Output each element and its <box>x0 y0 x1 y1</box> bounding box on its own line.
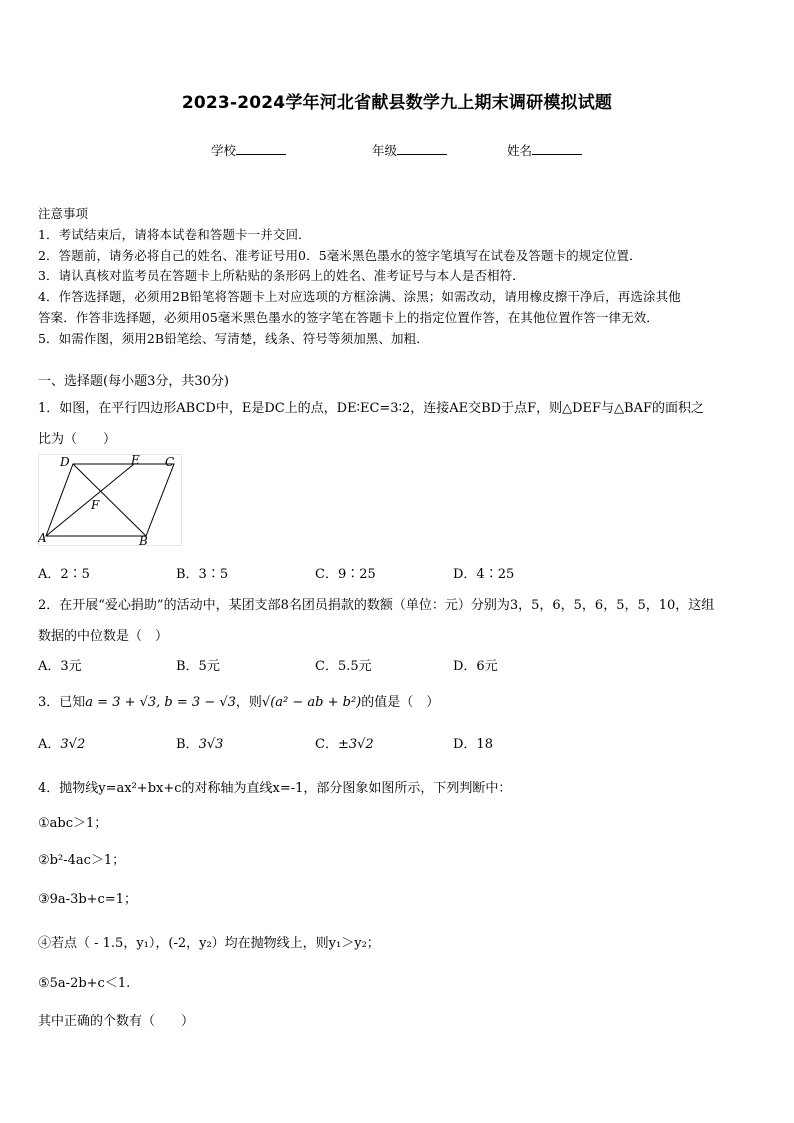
q4-statement-4: ④若点（ - 1.5，y₁），(-2，y₂）均在抛物线上，则y₁＞y₂； <box>38 936 380 951</box>
q1-text-line1: 1．如图，在平行四边形ABCD中，E是DC上的点，DE∶EC=3∶2，连接AE交BD于点F，则△DEF与△BAF的面积之 <box>38 401 704 416</box>
q4-statement-5: ⑤5a-2b+c＜1. <box>38 976 131 991</box>
school-label: 学校 <box>211 143 237 158</box>
name-label: 姓名 <box>507 143 533 158</box>
note-item: 3．请认真核对监考员在答题卡上所粘贴的条形码上的姓名、准考证号与本人是否相符． <box>38 268 525 283</box>
q3-middle: ，则 <box>235 695 262 710</box>
q2-text-line2: 数据的中位数是（ ） <box>38 629 169 644</box>
grade-field <box>372 141 447 159</box>
grade-label: 年级 <box>372 143 398 158</box>
q1-option-b[interactable]: B．3∶5 <box>176 567 229 582</box>
label-d: D <box>60 455 70 469</box>
q2-option-a[interactable]: A．3元 <box>38 659 82 674</box>
q3-option-d[interactable]: D．18 <box>453 737 493 752</box>
q2-text-line1: 2．在开展“爱心捐助”的活动中，某团支部8名团员捐款的数额（单位：元）分别为3，5，6，5，6，5，5，10，这组 <box>38 598 715 613</box>
note-item: 2．答题前，请务必将自己的姓名、准考证号用0．5毫米黑色墨水的签字笔填写在试卷及答题卡的规定位置． <box>38 248 642 263</box>
q3-option-c[interactable] <box>315 733 374 752</box>
note-item: 5．如需作图，须用2B铅笔绘、写清楚，线条、符号等须加黑、加粗． <box>38 331 429 346</box>
segment-bd <box>73 464 146 536</box>
q3-option-b-label: B． <box>176 737 199 752</box>
label-c: C <box>165 455 175 469</box>
q4-statement-2: ②b²-4ac＞1； <box>38 853 126 868</box>
q3-option-b[interactable] <box>176 733 223 752</box>
q3-text <box>38 691 439 710</box>
student-info-fields <box>0 141 794 161</box>
parallelogram-figure <box>38 454 183 546</box>
q3-suffix: 的值是（ ） <box>361 695 440 710</box>
label-f: F <box>91 498 100 512</box>
q3-option-a-label: A． <box>38 737 61 752</box>
label-e: E <box>131 454 140 467</box>
q3-option-b-value: 3√3 <box>198 737 224 752</box>
note-item: 答案．作答非选择题，必须用05毫米黑色墨水的签字笔在答题卡上的指定位置作答，在其他位置作答一律无效． <box>38 310 659 325</box>
q2-option-d[interactable]: D．6元 <box>453 659 498 674</box>
name-field <box>507 141 582 159</box>
q3-option-c-label: C． <box>315 737 338 752</box>
note-item: 1．考试结束后，请将本试卷和答题卡一并交回． <box>38 227 311 242</box>
section-heading: 一、选择题(每小题3分，共30分) <box>38 374 229 389</box>
name-blank[interactable] <box>532 142 582 155</box>
school-blank[interactable] <box>236 142 286 155</box>
q4-question: 其中正确的个数有（ ） <box>38 1014 195 1029</box>
label-b: B <box>139 534 148 546</box>
q4-statement-1: ①abc＞1； <box>38 816 108 831</box>
q3-prefix: 3．已知 <box>38 695 86 710</box>
page-title: 2023-2024学年河北省献县数学九上期末调研模拟试题 <box>181 93 613 113</box>
q1-option-d[interactable]: D．4∶25 <box>453 567 515 582</box>
q2-option-c[interactable]: C．5.5元 <box>315 659 372 674</box>
label-a: A <box>38 531 47 545</box>
q1-option-c[interactable]: C．9∶25 <box>315 567 376 582</box>
notes-heading: 注意事项 <box>38 206 89 221</box>
q1-option-a[interactable]: A．2∶5 <box>38 567 90 582</box>
school-field <box>211 141 286 159</box>
q3-given: a = 3 + √3, b = 3 − √3 <box>85 695 236 710</box>
q4-text-line1: 4．抛物线y=ax²+bx+c的对称轴为直线x=-1，部分图象如图所示，下列判断中： <box>38 781 512 796</box>
q3-option-a[interactable] <box>38 733 85 752</box>
q3-expression: √(a² − ab + b²) <box>261 695 362 710</box>
grade-blank[interactable] <box>397 142 447 155</box>
note-item: 4．作答选择题，必须用2B铅笔将答题卡上对应选项的方框涂满、涂黑；如需改动，请用橡皮擦干净后，再选涂其他 <box>38 289 681 304</box>
q1-text-line2: 比为（ ） <box>38 432 117 447</box>
q4-statement-3: ③9a-3b+c=1； <box>38 892 137 907</box>
q3-option-c-value: ±3√2 <box>337 737 374 752</box>
q3-option-a-value: 3√2 <box>60 737 86 752</box>
q2-option-b[interactable]: B．5元 <box>176 659 220 674</box>
